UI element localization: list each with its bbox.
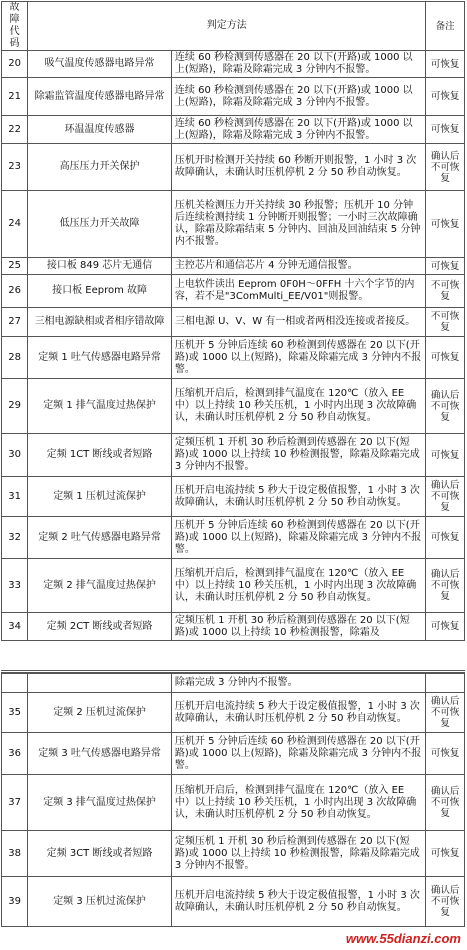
header-row	[2, 2, 465, 51]
judgement-method: 压机开时检测开关持续 60 秒断开则报警，1 小时 3 次故障确认，未确认时压机停机 2 分 50 秒自动恢复。	[171, 144, 425, 191]
table-row	[2, 517, 465, 559]
judgement-method: 主控芯片和通信芯片 4 分钟无通信报警。	[171, 258, 425, 275]
fault-code: 24	[2, 191, 28, 258]
table-row	[2, 477, 465, 517]
table-row	[2, 275, 465, 308]
judgement-method: 定频压机 1 开机 30 秒后检测到传感器在 20 以下(短路)或 1000 以上持续 10 秒检测报警，除霜及除霜完成 3 分钟内不报警。	[171, 434, 425, 477]
recovery-note: 确认后不可恢复	[426, 379, 465, 434]
fault-name: 低压压力开关故障	[28, 191, 172, 258]
fault-name: 定频 2CT 断线或者短路	[28, 613, 172, 641]
fault-code: 31	[2, 477, 28, 517]
continuation-text: 除霜完成 3 分钟内不报警。	[171, 674, 425, 693]
table-row	[2, 191, 465, 258]
recovery-note: 确认后不可恢复	[426, 693, 465, 733]
recovery-note: 确认后不可恢复	[426, 877, 465, 927]
fault-code: 26	[2, 275, 28, 308]
judgement-method: 压机开 5 分钟后连续 60 秒检测到传感器在 20 以下(开路)或 1000 以上(短路)，除霜及除霜完成 3 分钟内不报警。	[171, 517, 425, 559]
table-row	[2, 144, 465, 191]
judgement-method: 上电软件读出 Eeprom 0F0H～0FFH 十六个字节的内容，若不是"3ComMulti_EE/V01"则报警。	[171, 275, 425, 308]
table-row	[2, 775, 465, 831]
table-row	[2, 337, 465, 379]
table-row	[2, 877, 465, 927]
table-row	[2, 51, 465, 78]
recovery-note: 不可恢复	[426, 275, 465, 308]
watermark: www.55dianzi.com	[345, 931, 461, 946]
fault-name: 接口板 849 芯片无通信	[28, 258, 172, 275]
fault-code: 39	[2, 877, 28, 927]
fault-code: 30	[2, 434, 28, 477]
table-row-continuation	[2, 674, 465, 693]
header-note: 备注	[426, 2, 465, 51]
table-row	[2, 78, 465, 116]
fault-name: 环温温度传感器	[28, 116, 172, 144]
judgement-method: 定频压机 1 开机 30 秒后检测到传感器在 20 以下(短路)或 1000 以上持续 10 秒检测报警，除霜及除霜完成 3 分钟内不报警。	[171, 831, 425, 877]
fault-name: 定频 1 吐气传感器电路异常	[28, 337, 172, 379]
fault-name: 定频 3CT 断线或者短路	[28, 831, 172, 877]
recovery-note: 可恢复	[426, 517, 465, 559]
fault-code: 22	[2, 116, 28, 144]
fault-name: 三相电源缺相或者相序错故障	[28, 308, 172, 337]
recovery-note: 可恢复	[426, 258, 465, 275]
judgement-method: 三相电源 U、V、W 有一相或者两相没连接或者接反。	[171, 308, 425, 337]
table-row	[2, 116, 465, 144]
judgement-method: 定频压机 1 开机 30 秒后检测到传感器在 20 以下(短路)或 1000 以上持续 10 秒检测报警，除霜及	[171, 613, 425, 641]
recovery-note: 确认后不可恢复	[426, 775, 465, 831]
judgement-method: 连续 60 秒检测到传感器在 20 以下(开路)或 1000 以上(短路)，除霜及除霜完成 3 分钟内不报警。	[171, 116, 425, 144]
table-row	[2, 613, 465, 641]
table-row	[2, 308, 465, 337]
fault-name: 定频 1 排气温度过热保护	[28, 379, 172, 434]
table-row	[2, 434, 465, 477]
table-row	[2, 831, 465, 877]
judgement-method: 压缩机开启后，检测到排气温度在 120℃（放入 EE 中）以上持续 10 秒关压机，1 小时内出现 3 次故障确认，未确认时压机停机 2 分 50 秒自动恢复。	[171, 379, 425, 434]
recovery-note: 可恢复	[426, 191, 465, 258]
fault-code: 23	[2, 144, 28, 191]
fault-code: 33	[2, 559, 28, 613]
fault-name: 定频 2 压机过流保护	[28, 693, 172, 733]
fault-code-table-part1	[1, 1, 465, 641]
fault-code: 35	[2, 693, 28, 733]
fault-name: 定频 2 吐气传感器电路异常	[28, 517, 172, 559]
fault-name: 定频 2 排气温度过热保护	[28, 559, 172, 613]
judgement-method: 压机开 5 分钟后连续 60 秒检测到传感器在 20 以下(开路)或 1000 以上(短路)，除霜及除霜完成 3 分钟内不报警。	[171, 733, 425, 775]
judgement-method: 压缩机开启后，检测到排气温度在 120℃（放入 EE 中）以上持续 10 秒关压机，1 小时内出现 3 次故障确认，未确认时压机停机 2 分 50 秒自动恢复。	[171, 559, 425, 613]
table-row	[2, 559, 465, 613]
recovery-note: 可恢复	[426, 51, 465, 78]
header-method: 判定方法	[28, 2, 426, 51]
fault-code: 29	[2, 379, 28, 434]
fault-code: 32	[2, 517, 28, 559]
judgement-method: 压机开启电流持续 5 秒大于设定极值报警，1 小时 3 次故障确认，未确认时压机停机 2 分 50 秒自动恢复。	[171, 877, 425, 927]
fault-code-table-part2	[1, 673, 465, 927]
fault-code: 20	[2, 51, 28, 78]
judgement-method: 连续 60 秒检测到传感器在 20 以下(开路)或 1000 以上(短路)，除霜及除霜完成 3 分钟内不报警。	[171, 51, 425, 78]
fault-code: 36	[2, 733, 28, 775]
recovery-note: 可恢复	[426, 78, 465, 116]
recovery-note: 可恢复	[426, 434, 465, 477]
judgement-method: 压机开启电流持续 5 秒大于设定极值报警，1 小时 3 次故障确认，未确认时压机停机 2 分 50 秒自动恢复。	[171, 477, 425, 517]
recovery-note: 确认后不可恢复	[426, 477, 465, 517]
recovery-note: 可恢复	[426, 733, 465, 775]
fault-code: 27	[2, 308, 28, 337]
fault-code: 37	[2, 775, 28, 831]
fault-code: 21	[2, 78, 28, 116]
recovery-note: 确认后不可恢复	[426, 559, 465, 613]
judgement-method: 压机开 5 分钟后连续 60 秒检测到传感器在 20 以下(开路)或 1000 以上(短路)，除霜及除霜完成 3 分钟内不报警。	[171, 337, 425, 379]
recovery-note: 可恢复	[426, 116, 465, 144]
fault-name: 吸气温度传感器电路异常	[28, 51, 172, 78]
fault-name: 除霜监管温度传感器电路异常	[28, 78, 172, 116]
recovery-note: 不可恢复	[426, 308, 465, 337]
recovery-note: 可恢复	[426, 337, 465, 379]
recovery-note: 可恢复	[426, 613, 465, 641]
table-row	[2, 379, 465, 434]
fault-name: 接口板 Eeprom 故障	[28, 275, 172, 308]
fault-name: 高压压力开关保护	[28, 144, 172, 191]
fault-name: 定频 3 吐气传感器电路异常	[28, 733, 172, 775]
table-row	[2, 733, 465, 775]
table-row	[2, 693, 465, 733]
judgement-method: 连续 60 秒检测到传感器在 20 以下(开路)或 1000 以上(短路)，除霜及除霜完成 3 分钟内不报警。	[171, 78, 425, 116]
judgement-method: 压机开启电流持续 5 秒大于设定极值报警，1 小时 3 次故障确认，未确认时压机停机 2 分 50 秒自动恢复。	[171, 693, 425, 733]
fault-name: 定频 3 压机过流保护	[28, 877, 172, 927]
judgement-method: 压缩机开启后，检测到排气温度在 120℃（放入 EE 中）以上持续 10 秒关压机，1 小时内出现 3 次故障确认，未确认时压机停机 2 分 50 秒自动恢复。	[171, 775, 425, 831]
fault-name: 定频 3 排气温度过热保护	[28, 775, 172, 831]
fault-code: 34	[2, 613, 28, 641]
judgement-method: 压机关检测压力开关持续 30 秒报警；压机开 10 分钟后连续检测持续 1 分钟断开则报警；一小时三次故障确认，除霜及除霜结束 5 分钟内、回油及回油结束 5 分钟内不报警。	[171, 191, 425, 258]
table-row	[2, 258, 465, 275]
recovery-note: 确认后不可恢复	[426, 144, 465, 191]
header-code: 故障代码	[2, 2, 28, 51]
recovery-note: 可恢复	[426, 831, 465, 877]
fault-code: 25	[2, 258, 28, 275]
fault-name: 定频 1 压机过流保护	[28, 477, 172, 517]
fault-name: 定频 1CT 断线或者短路	[28, 434, 172, 477]
fault-code: 38	[2, 831, 28, 877]
fault-code: 28	[2, 337, 28, 379]
